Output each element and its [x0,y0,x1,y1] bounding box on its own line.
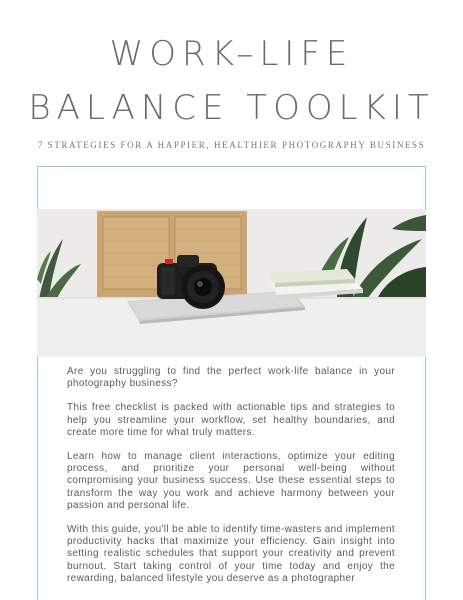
page-title-line-2: BALANCE TOOLKIT [28,88,435,128]
body-text [67,366,395,597]
paragraph-1: Are you struggling to find the perfect work-life balance in your photography business? [67,366,395,390]
hero-photo-illustration [37,209,426,357]
paragraph-2: This free checklist is packed with actionable tips and strategies to help you streamline your workflow, set healthy boundaries, and create more time for what truly matters. [67,402,395,438]
hero-photo [37,209,426,357]
paragraph-4: With this guide, you'll be able to identify time-wasters and implement productivity hacks that maximize your efficiency. Gain insight into setting realistic schedules that support your creativity and prevent burnout. Start taking control of your time today and enjoy the rewarding, balanced lifestyle you deserve as a photographer [67,524,395,584]
page-title-line-1: WORK–LIFE [109,34,354,74]
paragraph-3: Learn how to manage client interactions, optimize your editing process, and prioritize your personal well-being without compromising your business success. Use these essential steps to transform the way you work and achieve harmony between your passion and personal life. [67,451,395,511]
page-subtitle: 7 STRATEGIES FOR A HAPPIER, HEALTHIER PHOTOGRAPHY BUSINESS [37,140,426,150]
